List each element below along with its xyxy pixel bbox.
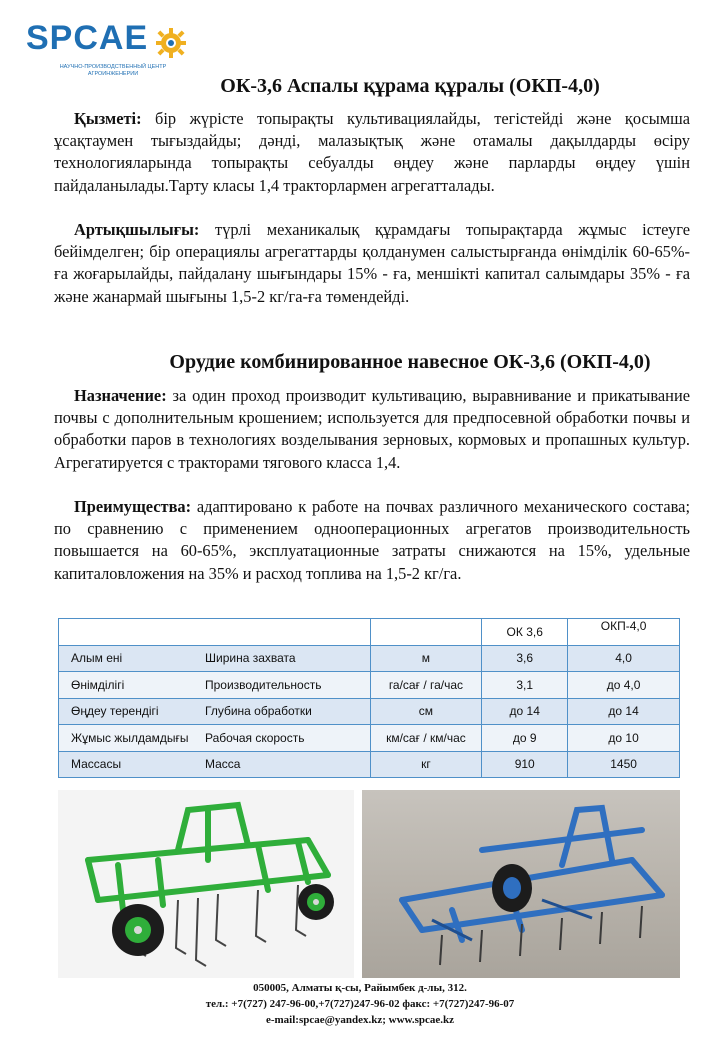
table-header-row: [59, 619, 680, 646]
unit-cell: кг: [370, 751, 482, 778]
advantages-label-russian: Преимущества:: [74, 497, 192, 516]
okp-value-cell: до 4,0: [568, 672, 680, 699]
unit-cell: см: [370, 698, 482, 725]
footer-phones: тел.: +7(727) 247-96-00,+7(727)247-96-02 факс: +7(727)247-96-07: [205, 998, 515, 1010]
param-name-russian: Масса: [205, 757, 241, 772]
advantages-label-kazakh: Артықшылығы:: [74, 220, 200, 239]
param-name-kazakh: Алым ені: [71, 651, 123, 666]
gear-icon: [154, 26, 188, 60]
okp-value-cell: до 14: [568, 698, 680, 725]
param-name-russian: Глубина обработки: [205, 704, 312, 719]
photo-green-implement: [58, 790, 354, 978]
table-header-ok: ОК 3,6: [482, 619, 568, 646]
advantages-text-kazakh: түрлі механикалық құрамдағы топырақтарда жұмыс істеуге бейімделген; бір операциялы агрегаттарды қолданумен салыстырғанда өнімділік 60-65%-ға жоғарылайды, пайдалану шығындары 15% - ға, меншікті капитал салымдары 35% - ға және жанармай шығыны 1,5-2 кг/га-ға төмендейді.: [54, 220, 690, 306]
advantages-kazakh: [54, 219, 690, 308]
param-name-russian: Рабочая скорость: [205, 730, 305, 745]
logo-subtitle: НАУЧНО-ПРОИЗВОДСТВЕННЫЙ ЦЕНТР АГРОИНЖЕНЕРИИ: [59, 64, 167, 77]
table-row: [59, 672, 680, 699]
blue-implement-illustration: [362, 790, 680, 978]
ok-value-cell: до 9: [482, 725, 568, 752]
table-header-cell: [370, 619, 482, 646]
param-name-russian: Производительность: [205, 677, 322, 692]
table-header-cell: [59, 619, 371, 646]
purpose-text-kazakh: бір жүрісте топырақты культивациялайды, тегістейді және қосымша ұсақтаумен тығыздайды; дәнді, малазықтық және отамалы дақылдарды өсіру технологияларында топырақты себуалды өңдеу және парларды өңдеу үшін пайдаланылады.Тарту класы 1,4 тракторлармен агрегатталады.: [54, 109, 690, 195]
unit-cell: га/сағ / га/час: [370, 672, 482, 699]
table-header-okp: ОКП-4,0: [568, 619, 680, 646]
advantages-russian: [54, 496, 690, 585]
okp-value-cell: до 10: [568, 725, 680, 752]
unit-cell: км/сағ / км/час: [370, 725, 482, 752]
ok-value-cell: 3,6: [482, 645, 568, 672]
ok-value-cell: до 14: [482, 698, 568, 725]
unit-cell: м: [370, 645, 482, 672]
param-name-russian: Ширина захвата: [205, 651, 296, 666]
param-name-cell: [59, 751, 371, 778]
purpose-kazakh: [54, 108, 690, 197]
param-name-cell: [59, 698, 371, 725]
purpose-label-kazakh: Қызметі:: [74, 109, 142, 128]
okp-value-cell: 1450: [568, 751, 680, 778]
table-row: [59, 751, 680, 778]
param-name-cell: [59, 725, 371, 752]
logo-text: SPCAE: [26, 19, 149, 57]
param-name-kazakh: Өңдеу терендігі: [71, 704, 159, 719]
purpose-russian: [54, 385, 690, 474]
ok-value-cell: 3,1: [482, 672, 568, 699]
green-implement-illustration: [58, 790, 354, 978]
contact-footer: [90, 980, 630, 1028]
advantages-text-russian: адаптировано к работе на почвах различного механического состава; по сравнению с применением однооперационных агрегатов производительность повышается на 60-65%, эксплуатационные затраты снижаются на 15%, удельные капиталовложения на 35% и расход топлива на 1,5-2 кг/га.: [54, 497, 690, 583]
title-kazakh: ОК-3,6 Аспалы құрама құралы (ОКП-4,0): [220, 75, 600, 97]
param-name-cell: [59, 645, 371, 672]
param-name-kazakh: Өнімділігі: [71, 677, 125, 692]
specifications-table: [58, 618, 680, 778]
footer-address: 050005, Алматы қ-сы, Райымбек д-лы, 312.: [253, 982, 467, 994]
table-row: [59, 645, 680, 672]
param-name-cell: [59, 672, 371, 699]
ok-value-cell: 910: [482, 751, 568, 778]
param-name-kazakh: Массасы: [71, 757, 122, 772]
table-row: [59, 725, 680, 752]
footer-email-web: e-mail:spcae@yandex.kz; www.spcae.kz: [265, 1014, 455, 1026]
purpose-text-russian: за один проход производит культивацию, выравнивание и прикатывание почвы с дополнительным крошением; используется для предпосевной обработки почвы и обработки паров в технологиях возделывания зерновых, кормовых и пропашных культур. Агрегатируется с тракторами тягового класса 1,4.: [54, 386, 690, 472]
title-russian: Орудие комбинированное навесное ОК-3,6 (ОКП-4,0): [169, 351, 651, 373]
photo-blue-implement: [362, 790, 680, 978]
purpose-label-russian: Назначение:: [74, 386, 167, 405]
param-name-kazakh: Жұмыс жылдамдығы: [71, 730, 189, 745]
company-logo: [26, 14, 186, 76]
table-row: [59, 698, 680, 725]
okp-value-cell: 4,0: [568, 645, 680, 672]
